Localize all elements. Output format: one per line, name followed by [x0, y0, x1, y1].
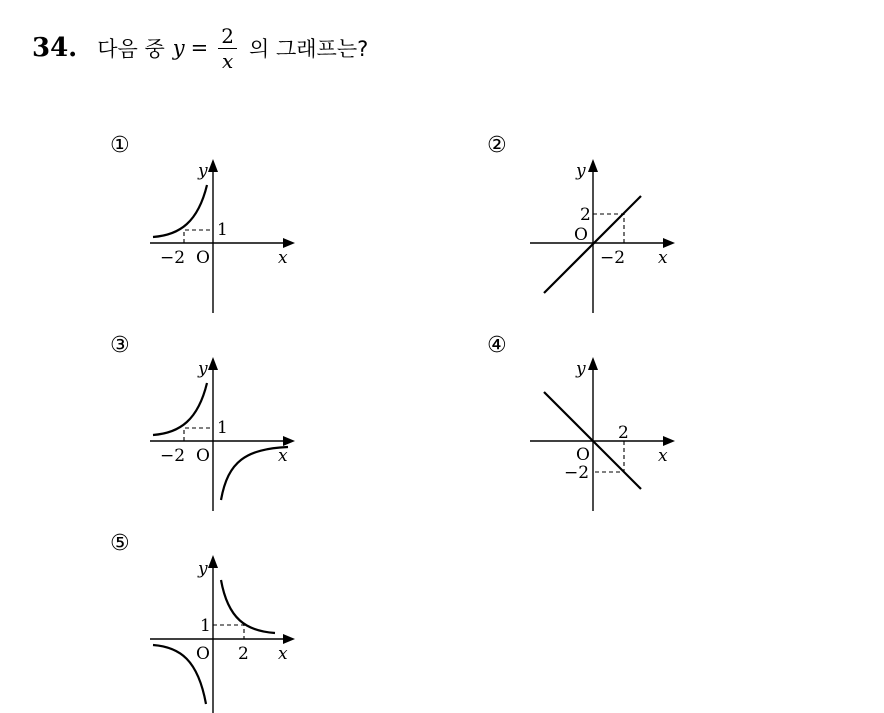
- fraction-denominator: x: [221, 48, 234, 73]
- y-axis-arrow-icon: [588, 357, 598, 370]
- y-axis-arrow-icon: [208, 357, 218, 370]
- y-axis-arrow-icon: [588, 159, 598, 172]
- y-axis-label: y: [576, 359, 586, 379]
- origin-label: O: [196, 446, 210, 466]
- tick-label: −2: [160, 248, 186, 268]
- dashed-guide: [184, 428, 213, 441]
- fraction: [218, 25, 237, 72]
- math-equals: =: [190, 36, 209, 60]
- x-axis-arrow-icon: [663, 238, 675, 248]
- dashed-guide: [213, 625, 244, 639]
- tick-label: 2: [580, 205, 591, 225]
- tick-label: 1: [217, 220, 228, 240]
- origin-label: O: [576, 445, 590, 465]
- tick-label: 2: [238, 644, 249, 664]
- y-axis-label: y: [198, 359, 208, 379]
- choice-3-graph[interactable]: [140, 348, 310, 518]
- x-axis-arrow-icon: [283, 634, 295, 644]
- y-axis-arrow-icon: [208, 159, 218, 172]
- x-axis-label: x: [658, 446, 668, 466]
- question-header: [32, 18, 368, 78]
- x-axis-label: x: [278, 248, 288, 268]
- hyperbola-branch-upper: [153, 383, 207, 435]
- choice-2-graph[interactable]: [520, 150, 690, 320]
- x-axis-label: x: [278, 446, 288, 466]
- tick-label: −2: [564, 463, 590, 483]
- choice-1-graph[interactable]: [140, 150, 310, 320]
- x-axis-arrow-icon: [283, 238, 295, 248]
- x-axis-label: x: [658, 248, 668, 268]
- tick-label: −2: [600, 248, 626, 268]
- origin-label: O: [574, 225, 588, 245]
- tick-label: 2: [618, 423, 629, 443]
- tick-label: 1: [217, 418, 228, 438]
- x-axis-arrow-icon: [663, 436, 675, 446]
- y-axis-label: y: [576, 161, 586, 181]
- origin-label: O: [196, 248, 210, 268]
- x-axis-arrow-icon: [283, 436, 295, 446]
- choice-1-marker[interactable]: ①: [110, 133, 130, 158]
- y-axis-label: y: [198, 161, 208, 181]
- choice-4-graph[interactable]: [520, 348, 690, 518]
- y-axis-label: y: [198, 559, 208, 579]
- question-text: [97, 25, 368, 72]
- question-prefix: 다음 중: [97, 37, 165, 61]
- choice-5-marker[interactable]: ⑤: [110, 531, 130, 556]
- question-number: 34.: [32, 33, 78, 63]
- tick-label: 1: [200, 616, 211, 636]
- x-axis-label: x: [278, 644, 288, 664]
- dashed-guide: [184, 230, 213, 243]
- origin-label: O: [196, 644, 210, 664]
- math-var-y: y: [172, 36, 185, 60]
- choice-4-marker[interactable]: ④: [487, 333, 507, 358]
- question-suffix: 의 그래프는?: [249, 37, 369, 61]
- tick-label: −2: [160, 446, 186, 466]
- choice-2-marker[interactable]: ②: [487, 133, 507, 158]
- y-axis-arrow-icon: [208, 555, 218, 568]
- fraction-numerator: 2: [218, 25, 237, 49]
- choice-5-graph[interactable]: [140, 546, 310, 713]
- hyperbola-branch: [153, 185, 207, 237]
- choice-3-marker[interactable]: ③: [110, 333, 130, 358]
